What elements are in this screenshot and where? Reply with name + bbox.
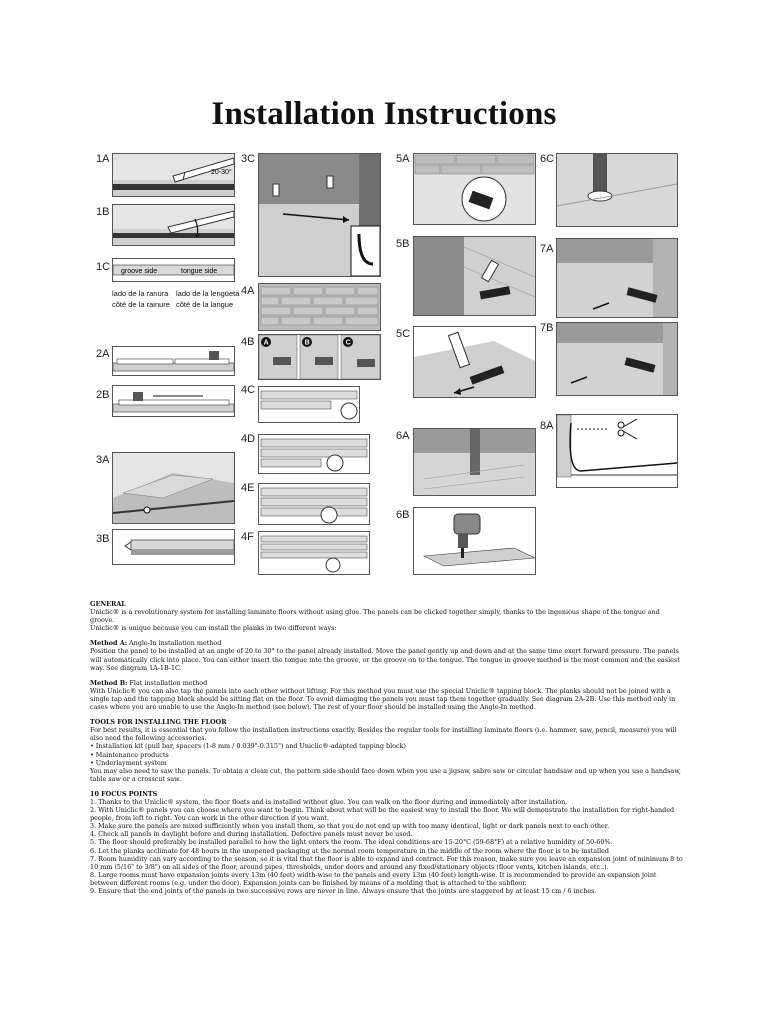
method-b-label: Method B: bbox=[90, 678, 128, 687]
method-b-text: With Uniclic® you can also tap the panels into each other without lifting. For this method you must use the special Uniclic® tapping block. The planks should not be joined with a single tap and the tapping block should be sitting flat on the floor. To avoid damaging the panels you must tap them together gradually. See diagram 2A-2B. Use this method only in cases where you are unable to use the Angle-In method (see below). The rest of your floor should be installed using the Angle-In method. bbox=[90, 686, 676, 712]
diagram-1a bbox=[112, 153, 235, 197]
diagram-3c bbox=[258, 153, 381, 277]
diagram-label-4d: 4D bbox=[241, 433, 256, 445]
diagram-label-6b: 6B bbox=[396, 509, 410, 521]
general-paragraph-1: Uniclic® is a revolutionary system for installing laminate floors without using glue. The panels can be clicked together simply, thanks to the ingenious shape of the tongue and groove. bbox=[90, 608, 660, 625]
groove-side-label: groove side bbox=[121, 268, 158, 275]
focus-point-8: 8. Large rooms must have expansion joints every 13m (40 feet) width-wise to the panels and every 13m (40 feet) length-wise. It is recommended to provide an expansion joint between different rooms (e.g. under the door). Expansion joints can be finished by means of a molding that is attached to the subfloor. bbox=[90, 870, 657, 887]
diagram-label-1b: 1B bbox=[96, 206, 110, 218]
tools-text: For best results, it is essential that you follow the installation instructions exactly. Besides the regular tools for installing laminate floors (i.e. hammer, saw, pencil, measure) you will also need the following accessories. bbox=[90, 726, 677, 743]
tools-heading: TOOLS FOR INSTALLING THE FLOOR bbox=[90, 718, 227, 727]
diagram-label-2b: 2B bbox=[96, 389, 110, 401]
diagram-label-5c: 5C bbox=[396, 328, 411, 340]
diagram-3b bbox=[112, 529, 235, 565]
diagram-label-6a: 6A bbox=[396, 430, 410, 442]
diagram-label-4b: 4B bbox=[241, 336, 255, 348]
diagram-label-4e: 4E bbox=[241, 482, 255, 494]
focus-point-3: 3. Make sure the panels are mixed sufficiently when you install them, so that you do not end up with too many identical, light or dark panels next to each other. bbox=[90, 822, 610, 831]
focus-point-2: 2. With Uniclic® panels you can choose where you want to begin. Think about what will be the easiest way to install the floor. We will demonstrate the installation for right-handed people, from left to right. You can work in the other direction if you want. bbox=[90, 806, 675, 823]
focus-point-4: 4. Check all panels in daylight before and during installation. Defective panels must never be used. bbox=[90, 830, 413, 839]
diagram-label-3b: 3B bbox=[96, 533, 110, 545]
diagram-label-5b: 5B bbox=[396, 238, 410, 250]
general-heading: GENERAL bbox=[90, 600, 126, 608]
focus-point-1: 1. Thanks to the Uniclic® system, the floor floats and is installed without glue. You can walk on the floor during and immediately after installation. bbox=[90, 797, 568, 806]
angle-label: 20-30° bbox=[211, 169, 232, 176]
diagram-2b bbox=[112, 385, 235, 417]
diagram-6b bbox=[413, 507, 536, 575]
diagram-label-2a: 2A bbox=[96, 348, 110, 360]
page-title: Installation Instructions bbox=[211, 96, 557, 132]
diagram-8a bbox=[556, 414, 678, 488]
tongue-side-fr: côté de la langue bbox=[176, 300, 234, 309]
diagram-4c bbox=[258, 386, 360, 423]
step-c-label: C bbox=[345, 339, 351, 347]
tools-item-3: • Underlayment system bbox=[90, 758, 167, 767]
groove-side-translations bbox=[112, 288, 174, 310]
diagram-label-1c: 1C bbox=[96, 261, 111, 273]
method-a-title: Angle-In installation method bbox=[127, 639, 222, 648]
tongue-side-es: lado de la lengüeta bbox=[176, 289, 240, 298]
diagram-3a bbox=[112, 452, 235, 524]
diagram-4e bbox=[258, 483, 370, 525]
tools-item-1: • Installation kit (pull bar, spacers (1-8 mm / 0.039"-0.315") and Uniclic®-adapted tapping block) bbox=[90, 742, 406, 751]
diagram-6a bbox=[413, 428, 536, 496]
tools-saw-text: You may also need to saw the panels. To obtain a clean cut, the pattern side should face down when you use a jigsaw, sabre saw or circular handsaw and up when you use a handsaw, table saw or a crosscut saw. bbox=[90, 766, 681, 783]
diagram-label-6c: 6C bbox=[540, 153, 555, 165]
general-paragraph-2: Uniclic® is unique because you can install the planks in two different ways: bbox=[90, 624, 337, 633]
groove-side-fr: côté de la rainure bbox=[112, 300, 170, 309]
diagram-label-7a: 7A bbox=[540, 243, 554, 255]
method-b-title: Flat installation method bbox=[127, 678, 208, 687]
diagram-label-3c: 3C bbox=[241, 153, 256, 165]
diagram-5c bbox=[413, 326, 536, 398]
focus-heading: 10 FOCUS POINTS bbox=[90, 789, 158, 798]
instructions-text bbox=[90, 600, 684, 895]
diagram-7a bbox=[556, 238, 678, 318]
tongue-side-translations bbox=[176, 288, 240, 310]
focus-point-6: 6. Let the planks acclimate for 48 hours in the unopened packaging at the normal room temperature in the middle of the room where the floor is to be installed bbox=[90, 846, 609, 855]
diagram-5a bbox=[413, 153, 536, 225]
focus-point-5: 5. The floor should preferably be installed parallel to how the light enters the room. The ideal conditions are 15-20°C (59-68°F) at a relative humidity of 50-60%. bbox=[90, 838, 613, 847]
diagram-4b bbox=[258, 334, 381, 380]
diagram-label-4a: 4A bbox=[241, 285, 255, 297]
diagram-label-1a: 1A bbox=[96, 153, 110, 165]
diagram-label-4c: 4C bbox=[241, 384, 256, 396]
step-b-label: B bbox=[304, 339, 310, 347]
diagram-4a bbox=[258, 283, 381, 331]
tools-item-2: • Maintenance products bbox=[90, 750, 169, 759]
step-a-label: A bbox=[263, 339, 269, 347]
diagram-2a bbox=[112, 346, 235, 376]
focus-point-9: 9. Ensure that the end joints of the panels in two successive rows are never in line. Always ensure that the joints are staggered by at least 15 cm / 6 inches. bbox=[90, 887, 597, 895]
groove-side-es: lado de la ranura bbox=[112, 289, 169, 298]
diagram-label-4f: 4F bbox=[241, 531, 254, 543]
diagram-4f bbox=[258, 531, 370, 575]
diagram-label-3a: 3A bbox=[96, 454, 110, 466]
tongue-side-label: tongue side bbox=[181, 268, 218, 275]
diagram-7b bbox=[556, 322, 678, 396]
focus-point-7: 7. Room humidity can vary according to the season, so it is vital that the floor is able to expand and contract. For this reason, make sure you leave an expansion joint of minimum 8 to 10 mm (5/16" to 3/8") on all sides of the floor, around pipes, thresholds, under doors and around any fixed/stationary objects (floor vents, kitchen islands, etc..). bbox=[90, 854, 683, 871]
diagram-label-5a: 5A bbox=[396, 153, 410, 165]
method-a-label: Method A: bbox=[90, 639, 128, 648]
diagram-4d bbox=[258, 434, 370, 474]
diagram-5b bbox=[413, 236, 536, 316]
diagram-1c bbox=[112, 258, 235, 282]
diagram-1b bbox=[112, 204, 235, 246]
method-a-text: Position the panel to be installed at an angle of 20 to 30° to the panel already installed. Move the panel gently up and down and at the same time exert forward pressure. The panels will automatically click into place. You can either insert the tongue into the groove, or the groove on to the tongue. The tongue in groove method is the most common and the easiest way. See diagram 1A-1B-1C. bbox=[90, 647, 680, 672]
diagram-label-8a: 8A bbox=[540, 420, 554, 432]
diagram-label-7b: 7B bbox=[540, 322, 554, 334]
diagram-6c bbox=[556, 153, 678, 227]
